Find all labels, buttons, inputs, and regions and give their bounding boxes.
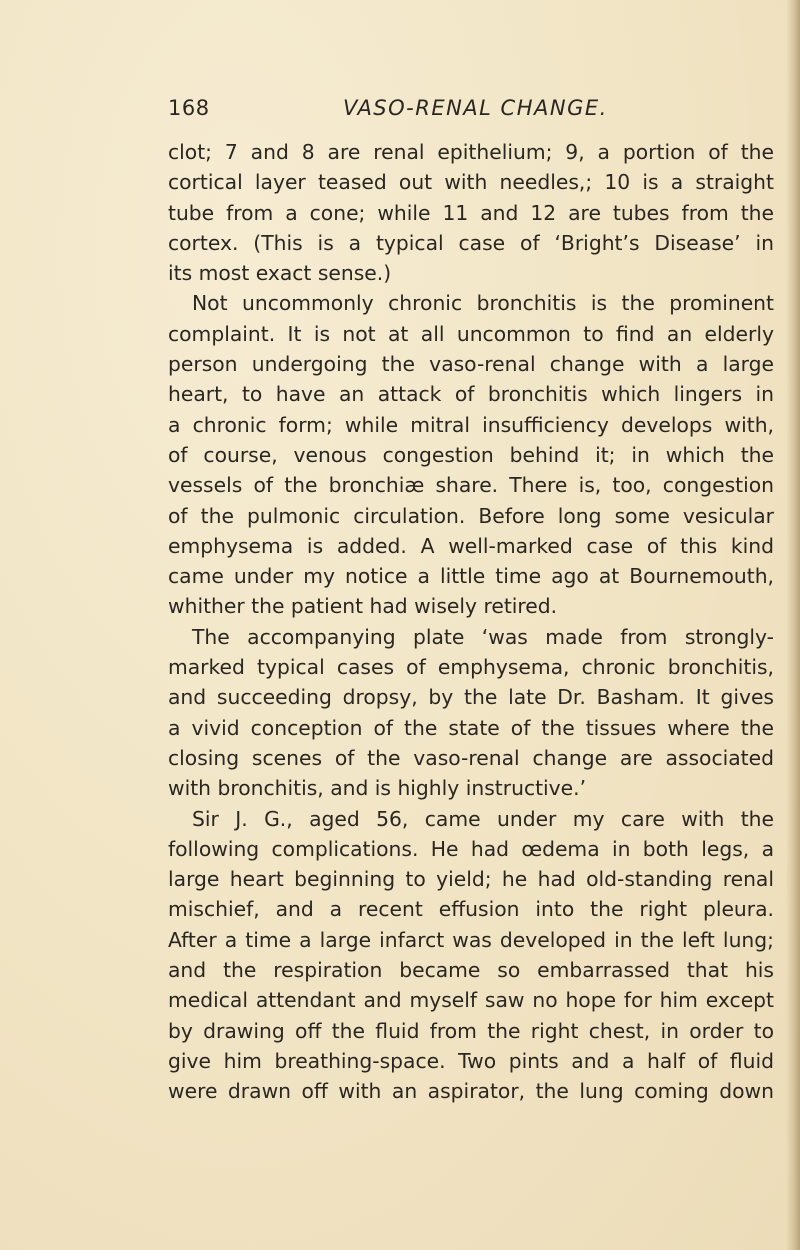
body-text [168,137,774,1107]
text-line: Not uncommonly chronic bronchitis is the prominent [192,291,774,316]
text-line: and succeeding dropsy, by the late Dr. Basham. It gives [168,685,774,710]
text-line: a vivid conception of the state of the tissues where the [168,715,774,740]
text-line: tube from a cone; while 11 and 12 are tubes from the [168,200,774,225]
text-line: mischief, and a recent effusion into the right pleura. [168,897,774,922]
text-line: heart, to have an attack of bronchitis which lingers in [168,382,774,407]
text-line: large heart beginning to yield; he had old-standing renal [168,867,774,892]
text-line: its most exact sense.) [168,261,392,286]
text-line: whither the patient had wisely retired. [168,594,558,619]
text-line: were drawn off with an aspirator, the lung coming down [168,1079,774,1104]
text-line: person undergoing the vaso-renal change with a large [168,352,774,377]
text-line: emphysema is added. A well-marked case of this kind [168,533,774,558]
text-line: and the respiration became so embarrassed that his [168,958,774,983]
text-line: by drawing off the fluid from the right chest, in order to [168,1018,774,1043]
text-line: of the pulmonic circulation. Before long some vesicular [168,503,774,528]
text-line: complaint. It is not at all uncommon to find an elderly [168,321,774,346]
page-number: 168 [168,96,210,120]
paragraph [168,804,774,1107]
text-line: of course, venous congestion behind it; in which the [168,442,774,467]
text-line: cortex. (This is a typical case of ‘Bright’s Disease’ in [168,230,774,255]
text-line: marked typical cases of emphysema, chronic bronchitis, [168,655,774,680]
running-title: VASO-RENAL CHANGE. [343,96,608,120]
running-head [168,96,728,130]
text-line: Sir J. G., aged 56, came under my care with the [192,806,774,831]
text-line: cortical layer teased out with needles,; 10 is a straight [168,170,774,195]
paragraph [168,288,774,621]
text-line: After a time a large infarct was developed in the left lung; [168,927,774,952]
text-line: give him breathing-space. Two pints and a half of fluid [168,1048,774,1073]
text-line: with bronchitis, and is highly instructive.’ [168,776,587,801]
page-edge [786,0,800,1250]
text-line: a chronic form; while mitral insufficiency develops with, [168,412,774,437]
paragraph [168,137,774,288]
text-line: clot; 7 and 8 are renal epithelium; 9, a portion of the [168,140,774,164]
text-line: medical attendant and myself saw no hope for him except [168,988,774,1013]
text-line: vessels of the bronchiæ share. There is, too, congestion [168,473,774,498]
paragraph [168,622,774,804]
text-line: The accompanying plate ‘was made from strongly- [192,624,774,649]
text-line: came under my notice a little time ago at Bournemouth, [168,564,774,589]
text-line: following complications. He had œdema in both legs, a [168,836,774,861]
text-line: closing scenes of the vaso-renal change are associated [168,745,774,770]
